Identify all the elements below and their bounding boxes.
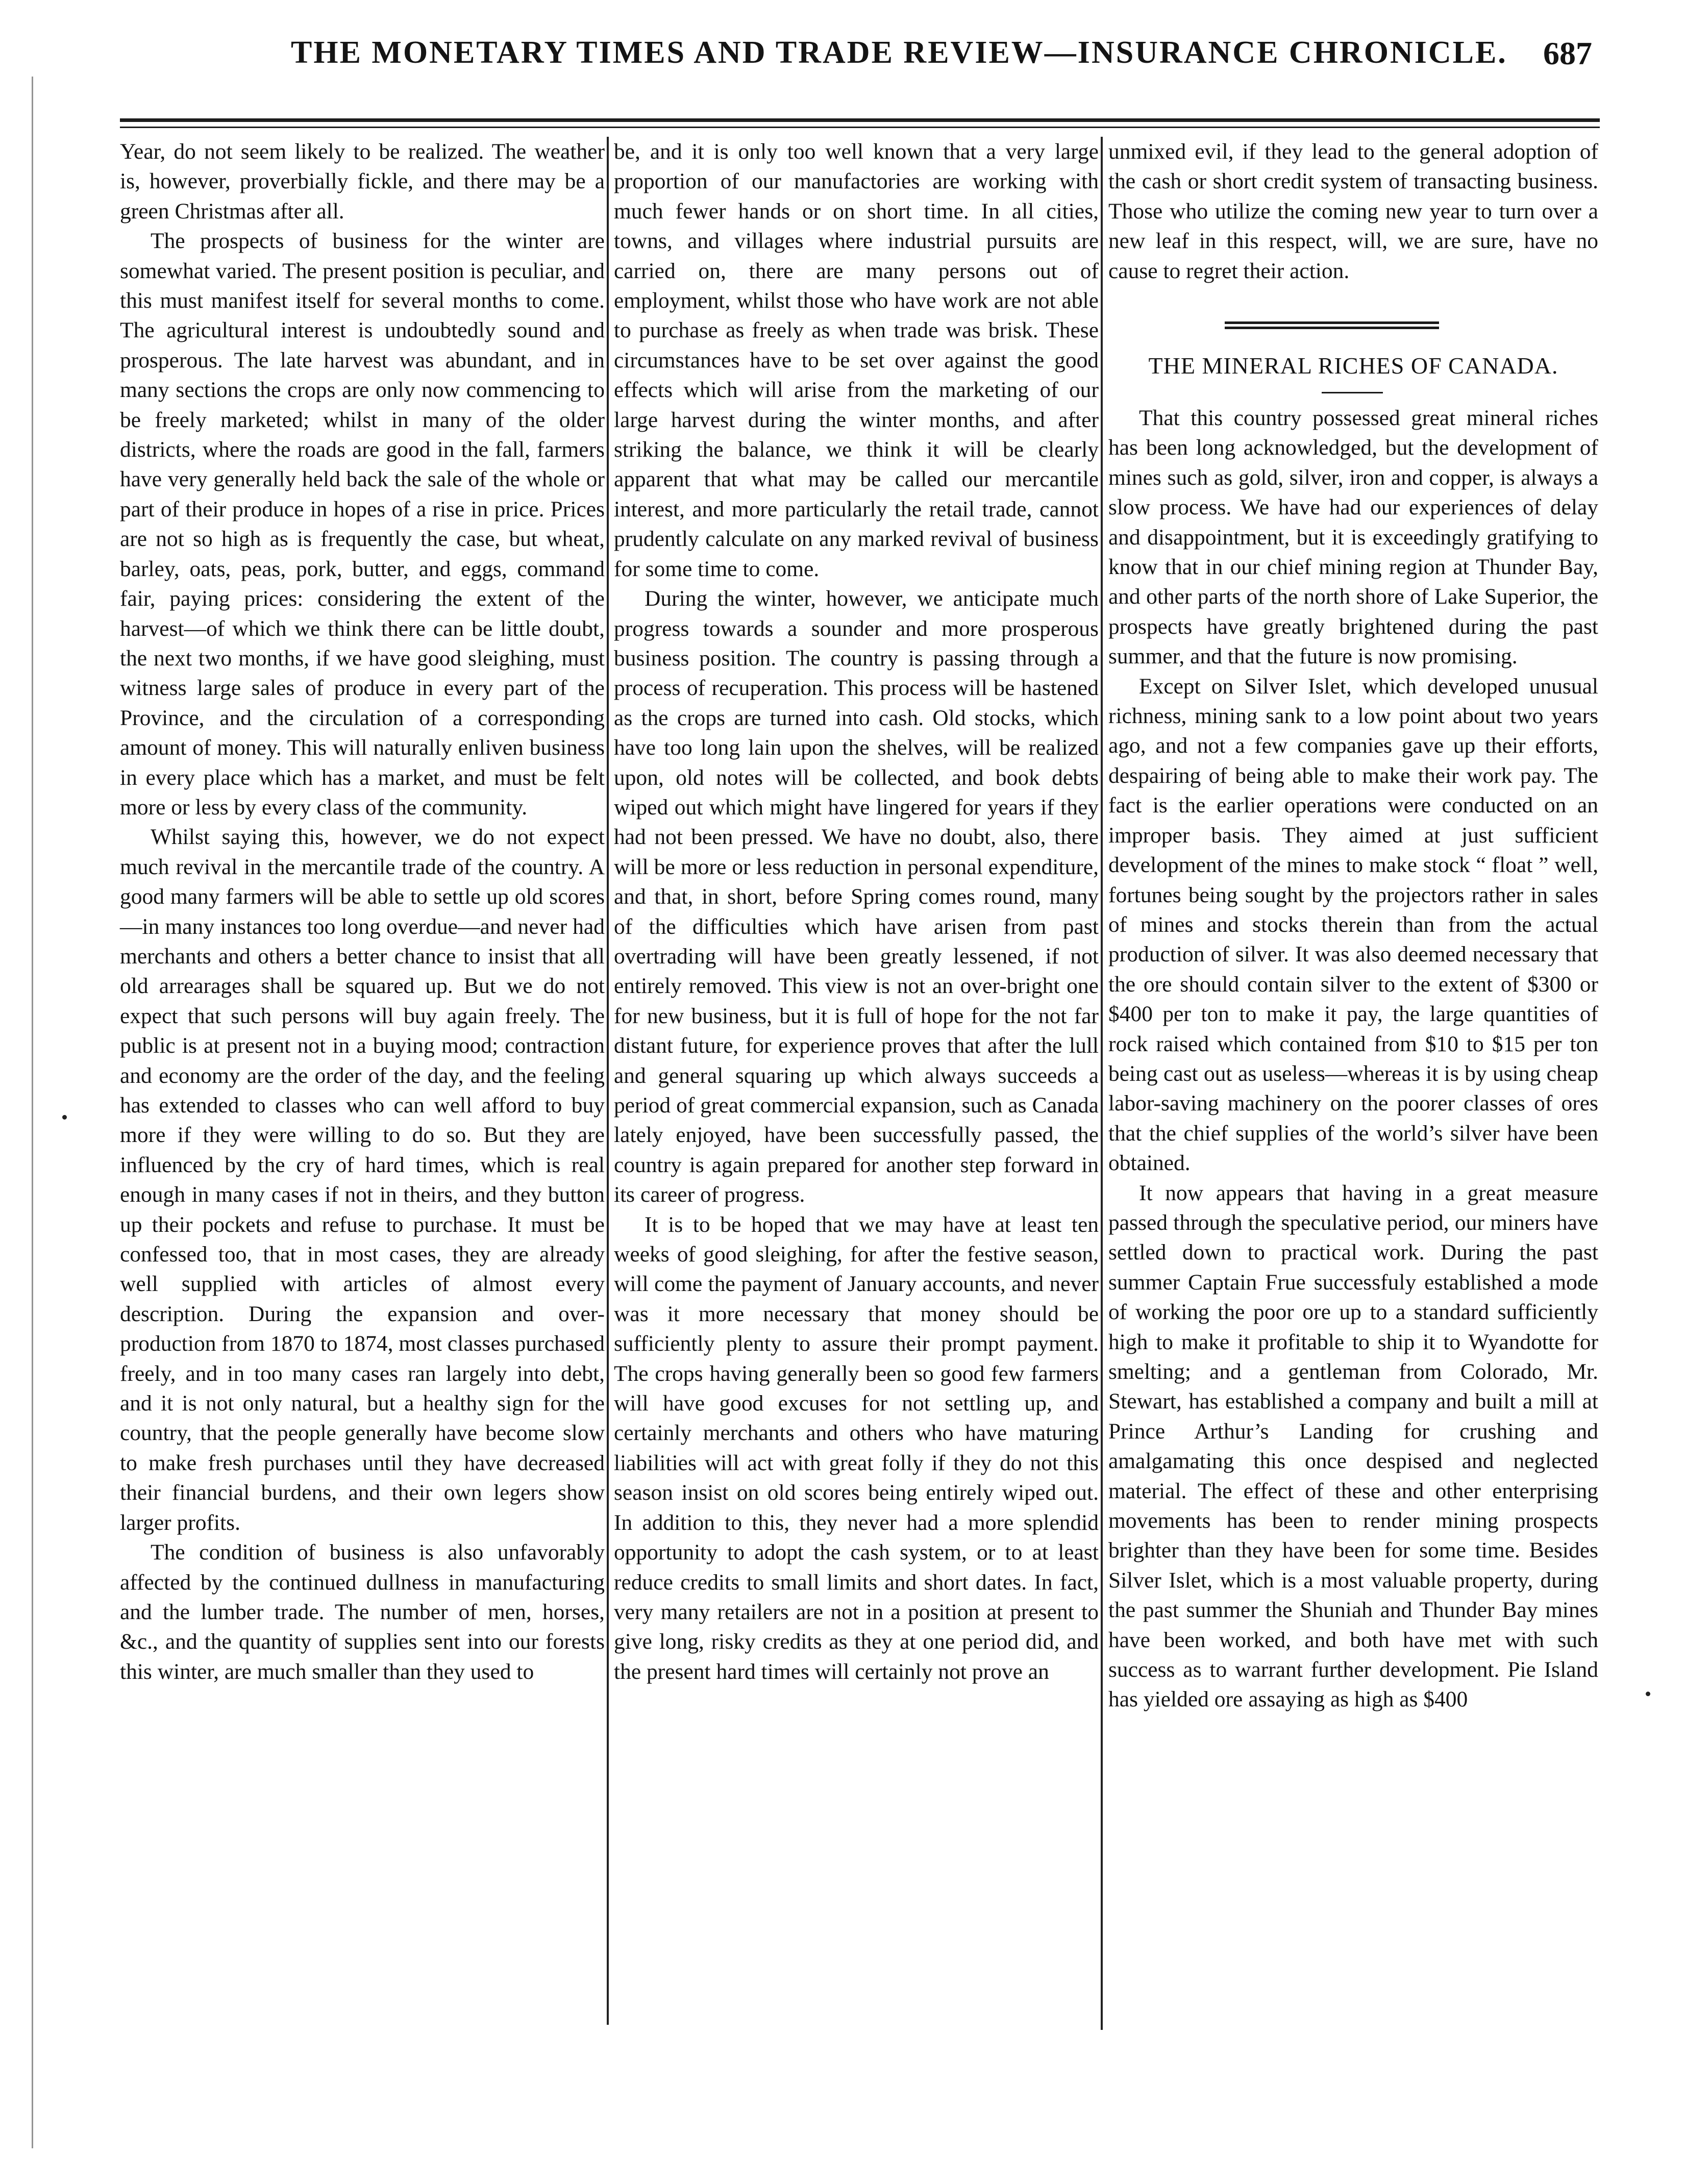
paragraph: That this country possessed great mineral riches has been long acknowledged, but the development of mines such as gold, silver, iron and copper, is always a slow process. We have had our experiences of delay and disappointment, but it is exceedingly gratifying to know that in our chief mining region at Thunder Bay, and other parts of the north shore of Lake Superior, the prospects have greatly brightened during the past summer, and that the future is now promising.: [1108, 406, 1598, 669]
paragraph: It now appears that having in a great measure passed through the speculative period, our miners have settled down to practical work. During the past summer Captain Frue successfuly established a mode of working the poor ore up to a standard sufficiently high to make it profitable to ship it to Wyandotte for smelting; and a gentleman from Colorado, Mr. Stewart, has established a company and built a mill at Prince Arthur’s Landing for crushing and amalgamating this once despised and neglected material. The effect of these and other enterprising movements has been to render mining prospects brighter than they have been for some time. Besides Silver Islet, which is a most valuable property, during the past summer the Shuniah and Thunder Bay mines have been worked, and both have met with such success as to warrant further development. Pie Island has yielded ore assaying as high as $400: [1108, 1180, 1598, 1712]
margin-mark: [62, 1115, 67, 1120]
column-2: [614, 137, 1099, 1686]
paragraph: Except on Silver Islet, which developed unusual richness, mining sank to a low point about two years ago, and not a few companies gave up their efforts, despairing of being able to make their work pay. The fact is the earlier operations were conducted on an improper basis. They aimed at just sufficient development of the mines to make stock “ float ” well, fortunes being sought by the projectors rather in sales of mines and stocks therein than from the actual production of silver. It was also deemed necessary that the ore should contain silver to the extent of $300 or $400 per ton to make it pay, the large quantities of rock raised which contained from $10 to $15 per ton being cast out as useless—whereas it is by using cheap labor-saving machinery on the poorer classes of ores that the chief supplies of the world’s silver have been obtained.: [1108, 674, 1598, 1176]
headline-underline: [1322, 392, 1383, 393]
paragraph: The prospects of business for the winter are somewhat varied. The present position is peculiar, and this must manifest itself for several months to come. The agricultural interest is undoubtedly sound and prosperous. The late harvest was abundant, and in many sections the crops are only now commencing to be freely marketed; whilst in many of the older districts, where the roads are good in the fall, farmers have very generally held back the sale of the whole or part of their produce in hopes of a rise in price. Prices are not so high as is frequently the case, but wheat, barley, oats, peas, pork, butter, and eggs, command fair, paying prices: considering the extent of the harvest—of which we think there can be little doubt, the next two months, if we have good sleighing, must witness large sales of produce in every part of the Province, and the circulation of a corresponding amount of money. This will naturally enliven business in every place which has a market, and must be felt more or less by every class of the community.: [120, 229, 605, 820]
page-header: [122, 35, 1592, 106]
paragraph: be, and it is only too well known that a very large proportion of our manufactories are working with much fewer hands or on short time. In all cities, towns, and villages where industrial pursuits are carried on, there are many persons out of employment, whilst those who have work are not able to purchase as freely as when trade was brisk. These circumstances have to be set over against the good effects which will arise from the marketing of our large harvest during the winter months, and after striking the balance, we think it will be clearly apparent that what may be called our mercantile interest, and more particularly the retail trade, cannot prudently calculate on any marked revival of business for some time to come.: [614, 139, 1099, 581]
paragraph: It is to be hoped that we may have at least ten weeks of good sleighing, for after the festive season, will come the payment of January accounts, and never was it more necessary that money should be sufficiently plenty to assure their prompt payment. The crops having generally been so good few farmers will have good excuses for not settling up, and certainly merchants and others who have maturing liabilities will act with great folly if they do not this season insist on old scores being entirely wiped out. In addition to this, they never had a more splendid opportunity to adopt the cash system, or to at least reduce credits to small limits and short dates. In fact, very many retailers are not in a position at present to give long, risky credits as they at one period did, and the present hard times will certainly not prove an: [614, 1212, 1099, 1684]
column-divider-2: [1101, 137, 1103, 2030]
paragraph: Year, do not seem likely to be realized. The weather is, however, proverbially fickle, and there may be a green Christmas after all.: [120, 139, 605, 224]
scan-edge: [32, 77, 33, 2148]
paragraph: The condition of business is also unfavorably affected by the continued dullness in manufacturing and the lumber trade. The number of men, horses, &c., and the quantity of supplies sent into our forests this winter, are much smaller than they used to: [120, 1540, 605, 1684]
column-3-article: [1108, 403, 1598, 1715]
article-separator: [1225, 321, 1439, 332]
header-rule-thin: [120, 127, 1600, 128]
header-rule-thick: [120, 118, 1600, 122]
column-3-continuation: [1108, 137, 1598, 286]
column-1: [120, 137, 605, 1686]
page-number: 687: [1543, 35, 1592, 71]
margin-mark: [1646, 1692, 1650, 1696]
paragraph: Whilst saying this, however, we do not expect much revival in the mercantile trade of the country. A good many farmers will be able to settle up old scores—in many instances too long overdue—and never had merchants and others a better chance to insist that all old arrearages shall be squared up. But we do not expect that such persons will buy again freely. The public is at present not in a buying mood; contraction and economy are the order of the day, and the feeling has extended to classes who can well afford to buy more if they were willing to do so. But they are influenced by the cry of hard times, which is real enough in many cases if not in theirs, and they button up their pockets and refuse to purchase. It must be confessed too, that in most cases, they are already well supplied with articles of almost every description. During the expansion and over-production from 1870 to 1874, most classes purchased freely, and in too many cases ran largely into debt, and it is not only natural, but a healthy sign for the country, that the people generally have become slow to make fresh purchases until they have decreased their financial burdens, and their own legers show larger profits.: [120, 825, 605, 1535]
column-divider-1: [607, 137, 609, 2025]
masthead-title: THE MONETARY TIMES AND TRADE REVIEW—INSURANCE CHRONICLE.: [291, 35, 1507, 70]
paragraph: unmixed evil, if they lead to the general adoption of the cash or short credit system of transacting business. Those who utilize the coming new year to turn over a new leaf in this respect, will, we are sure, have no cause to regret their action.: [1108, 139, 1598, 283]
article-headline: THE MINERAL RICHES OF CANADA.: [1148, 353, 1558, 379]
paragraph: During the winter, however, we anticipate much progress towards a sounder and more prosperous business position. The country is passing through a process of recuperation. This process will be hastened as the crops are turned into cash. Old stocks, which have too long lain upon the shelves, will be realized upon, old notes will be collected, and book debts wiped out which might have lingered for years if they had not been pressed. We have no doubt, also, there will be more or less reduction in personal expenditure, and that, in short, before Spring comes round, many of the difficulties which have arisen from past overtrading will have been greatly lessened, if not entirely removed. This view is not an over-bright one for new business, but it is full of hope for the not far distant future, for experience proves that after the lull and general squaring up which always succeeds a period of great commercial expansion, such as Canada lately enjoyed, have been successfully passed, the country is again prepared for another step forward in its career of progress.: [614, 586, 1099, 1207]
